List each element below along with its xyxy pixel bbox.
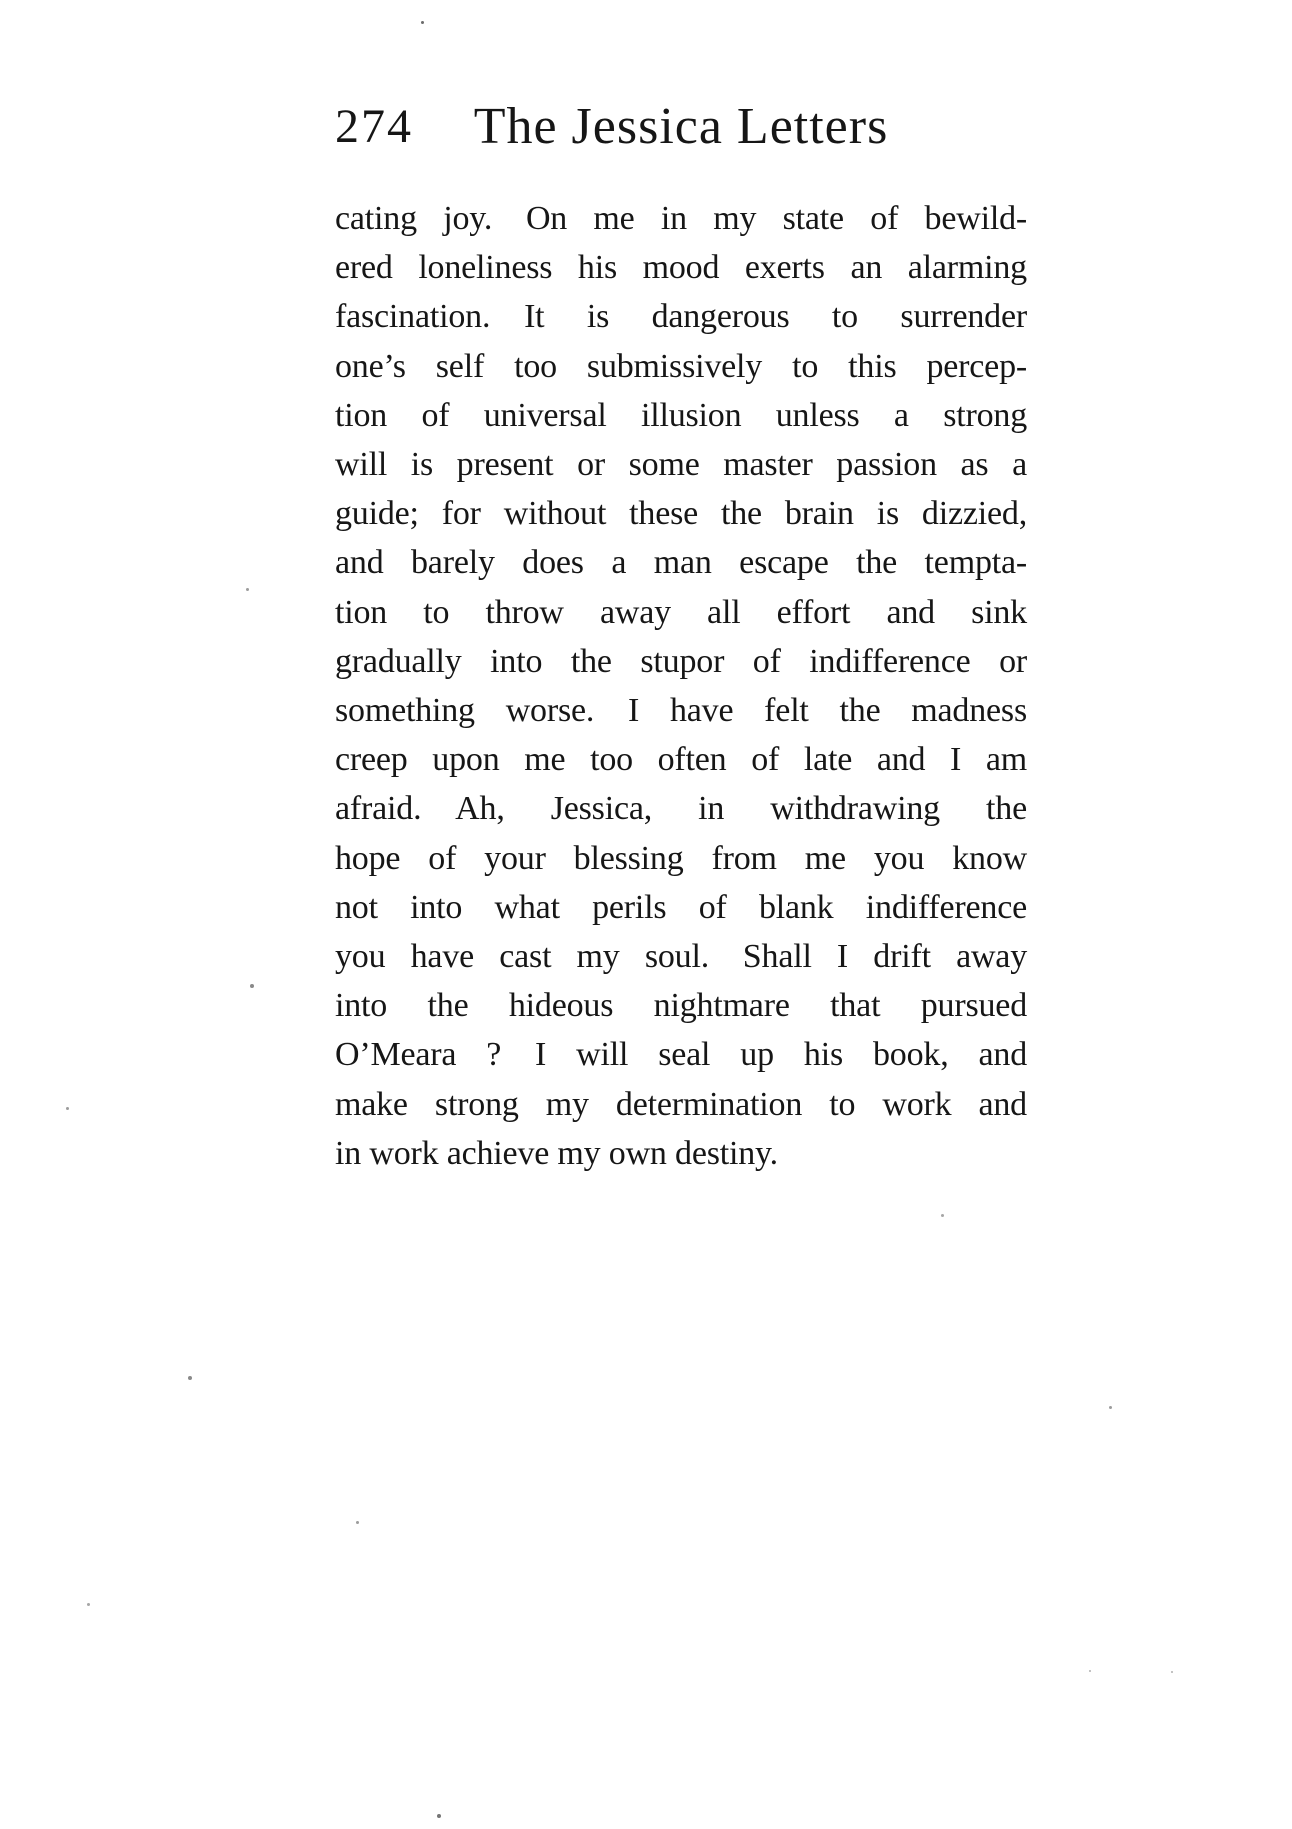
text-line: not into what perils of blank indifference [335, 888, 1027, 926]
text-line: in work achieve my own destiny. [335, 1134, 778, 1172]
scan-speckle [87, 1603, 90, 1606]
text-line: something worse. I have felt the madness [335, 692, 1027, 730]
text-line: gradually into the stupor of indifference or [335, 642, 1027, 680]
text-line: guide; for without these the brain is dizzied, [335, 495, 1027, 533]
running-title: The Jessica Letters [473, 98, 889, 155]
scan-speckle [421, 21, 424, 24]
text-line: will is present or some master passion as a [335, 446, 1027, 484]
scan-speckle [941, 1214, 944, 1217]
text-line: you have cast my soul. Shall I drift away [335, 938, 1027, 976]
text-line: one’s self too submissively to this percep- [335, 347, 1027, 385]
text-line: make strong my determination to work and [335, 1085, 1027, 1123]
scan-speckle [437, 1814, 441, 1818]
scan-speckle [356, 1521, 359, 1524]
text-line: ered loneliness his mood exerts an alarming [335, 249, 1027, 287]
text-line: tion to throw away all effort and sink [335, 593, 1027, 631]
paragraph-text [335, 194, 1027, 1178]
scan-speckle [1171, 1671, 1173, 1673]
page-number: 274 [335, 100, 413, 153]
text-line: and barely does a man escape the tempta- [335, 544, 1027, 582]
text-line: hope of your blessing from me you know [335, 839, 1027, 877]
text-line: tion of universal illusion unless a strong [335, 396, 1027, 434]
text-line: into the hideous nightmare that pursued [335, 987, 1027, 1025]
scan-speckle [1109, 1406, 1112, 1409]
text-line: creep upon me too often of late and I am [335, 741, 1027, 779]
text-line: cating joy. On me in my state of bewild- [335, 200, 1027, 237]
scan-speckle [188, 1376, 192, 1380]
page-header [0, 96, 1292, 160]
scan-speckle [1089, 1670, 1091, 1672]
text-line: O’Meara ? I will seal up his book, and [335, 1036, 1027, 1074]
text-line: afraid. Ah, Jessica, in withdrawing the [335, 790, 1027, 828]
scan-speckle [246, 588, 249, 591]
text-line: fascination. It is dangerous to surrender [335, 298, 1027, 336]
scan-speckle [66, 1107, 69, 1110]
scan-speckle [250, 984, 254, 988]
